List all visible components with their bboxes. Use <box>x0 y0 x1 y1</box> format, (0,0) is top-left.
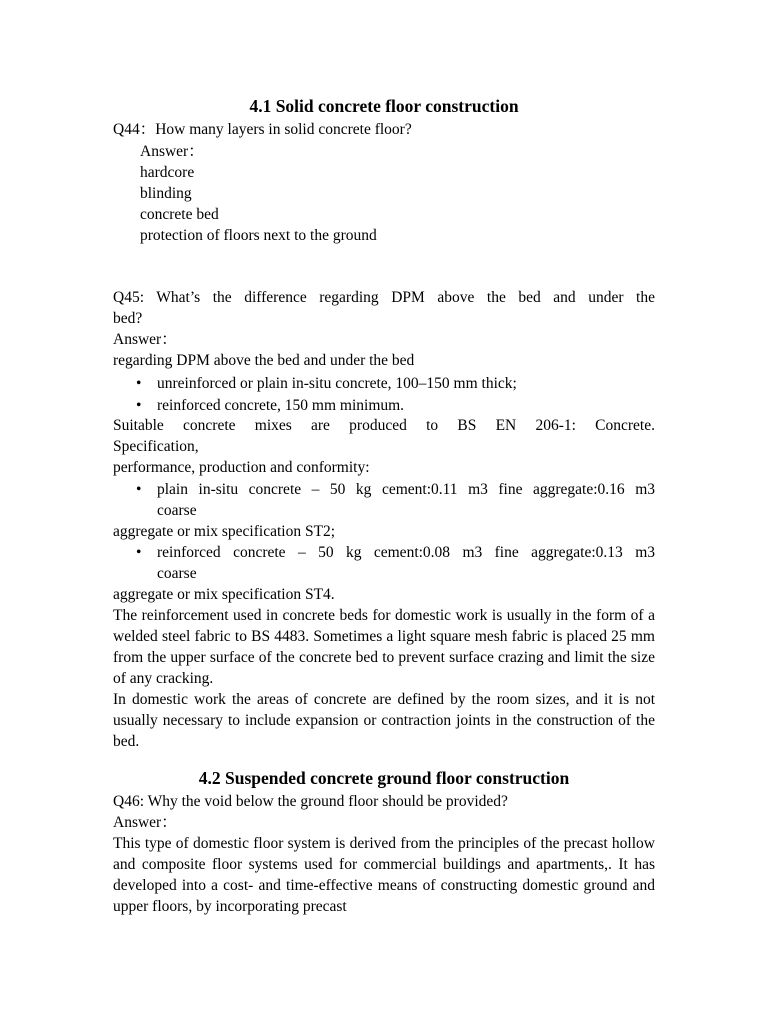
answer-label-q45: Answer： <box>113 331 177 348</box>
bullet-marker: • <box>136 544 142 561</box>
paragraph-reinforcement: The reinforcement used in concrete beds for domestic work is usually in the form of a welded steel fabric to BS 4483. Sometimes a light square mesh fabric is placed 25 mm from the upper surface of the concrete bed to prevent surface crazing and limit the size of any cracking. <box>113 607 655 687</box>
bullet-marker: • <box>136 397 142 414</box>
answer-item-concrete-bed: concrete bed <box>140 206 219 223</box>
answer-item-blinding: blinding <box>140 185 192 202</box>
mix-after-1: aggregate or mix specification ST2; <box>113 523 336 540</box>
mix-bullet-reinforced-line2: coarse <box>157 565 197 582</box>
section-heading-4-2: 4.2 Suspended concrete ground floor construction <box>198 768 570 788</box>
section-heading-4-1: 4.1 Solid concrete floor construction <box>249 96 519 116</box>
question-q44: Q44：How many layers in solid concrete floor? <box>113 121 412 138</box>
mix-line-2: Specification, <box>113 438 199 455</box>
question-q45-line2: bed? <box>113 310 143 327</box>
bullet-text-unreinforced: unreinforced or plain in-situ concrete, 100–150 mm thick; <box>157 375 517 392</box>
mix-after-2: aggregate or mix specification ST4. <box>113 586 335 603</box>
answer-intro-q45: regarding DPM above the bed and under the bed <box>113 352 415 369</box>
bullet-marker: • <box>136 481 142 498</box>
question-q46: Q46: Why the void below the ground floor should be provided? <box>113 793 508 810</box>
mix-line-3: performance, production and conformity: <box>113 459 370 476</box>
paragraph-domestic-work: In domestic work the areas of concrete are defined by the room sizes, and it is not usually necessary to include expansion or contraction joints in the construction of the bed. <box>113 691 655 750</box>
mix-line-1: Suitable concrete mixes are produced to BS EN 206-1: Concrete. <box>113 417 655 434</box>
question-q45-line1: Q45: What’s the difference regarding DPM above the bed and under the <box>113 289 655 306</box>
paragraph-floor-system: This type of domestic floor system is derived from the principles of the precast hollow and composite floor systems used for commercial buildings and apartments,. It has developed into a cost- and time-effective means of constructing domestic ground and upper floors, by incorporating precast <box>113 835 655 915</box>
answer-label-q44: Answer： <box>140 143 204 160</box>
answer-item-protection: protection of floors next to the ground <box>140 227 377 244</box>
bullet-text-reinforced: reinforced concrete, 150 mm minimum. <box>157 397 405 414</box>
answer-item-hardcore: hardcore <box>140 164 195 181</box>
answer-label-q46: Answer： <box>113 814 177 831</box>
bullet-marker: • <box>136 375 142 392</box>
mix-bullet-plain-line2: coarse <box>157 502 197 519</box>
mix-bullet-reinforced-line1: reinforced concrete – 50 kg cement:0.08 m3 fine aggregate:0.13 m3 <box>157 544 655 561</box>
mix-bullet-plain-line1: plain in-situ concrete – 50 kg cement:0.11 m3 fine aggregate:0.16 m3 <box>157 481 655 498</box>
